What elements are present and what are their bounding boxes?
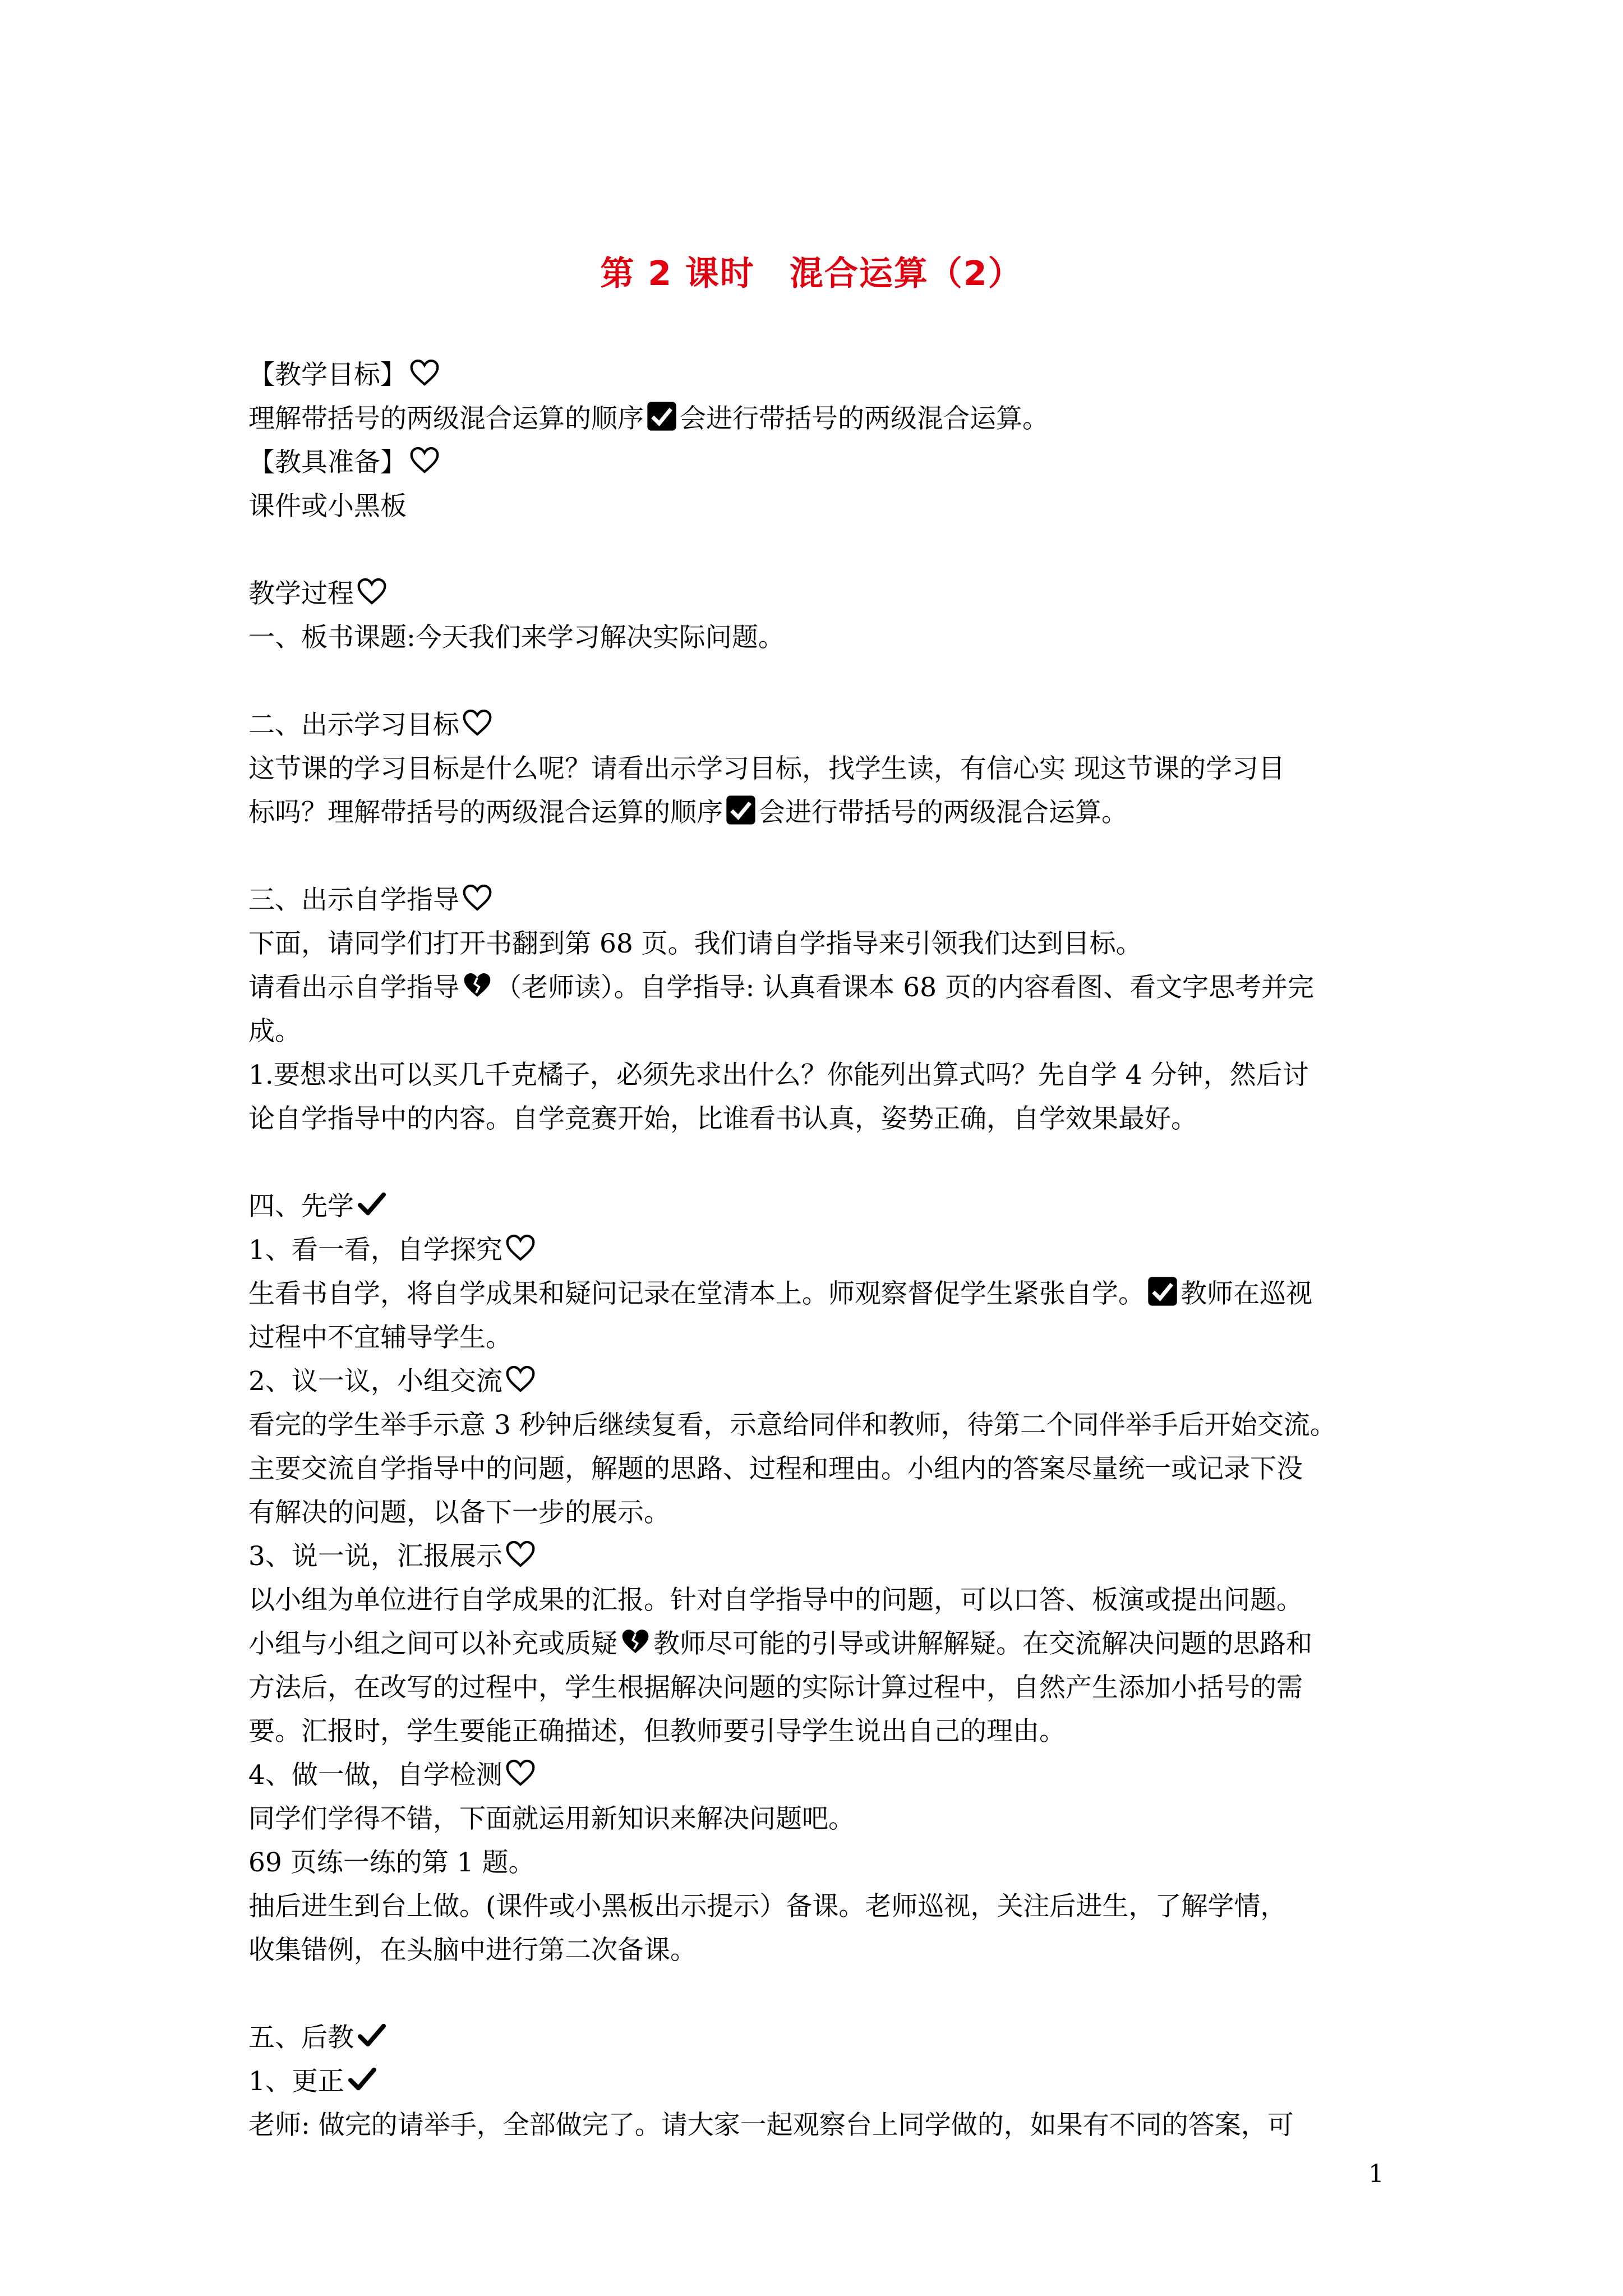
paragraph-line: 论自学指导中的内容。自学竞赛开始，比谁看书认真，姿势正确，自学效果最好。 (248, 1103, 1197, 1134)
paragraph-line: 老师: 做完的请举手，全部做完了。请大家一起观察台上同学做的，如果有不同的答案，可 (248, 2110, 1294, 2141)
text-segment: 理解带括号的两级混合运算的顺序 (248, 403, 644, 434)
materials-label: 【教具准备】 (248, 447, 407, 478)
checkbox-check-icon (646, 401, 677, 432)
text-segment: 标吗？理解带括号的两级混合运算的顺序 (248, 797, 723, 828)
section-heading-objectives (248, 353, 1404, 397)
checkbox-check-icon (1147, 1276, 1178, 1307)
heart-outline-icon (505, 1363, 536, 1395)
broken-heart-icon (620, 1626, 651, 1657)
text-segment: 1、看一看，自学探究 (248, 1235, 502, 1266)
paragraph-line: 过程中不宜辅导学生。 (248, 1322, 512, 1353)
subheading (248, 1535, 1404, 1579)
paragraph-line: 下面，请同学们打开书翻到第 68 页。我们请自学指导来引领我们达到目标。 (248, 928, 1142, 959)
goals-label: 二、出示学习目标 (248, 710, 459, 740)
step-one-text: 一、板书课题:今天我们来学习解决实际问题。 (248, 622, 785, 653)
broken-heart-icon (462, 969, 493, 1001)
paragraph-line: 主要交流自学指导中的问题，解题的思路、过程和理由。小组内的答案尽量统一或记录下没 (248, 1453, 1303, 1484)
heart-outline-icon (409, 357, 440, 388)
paragraph-line (248, 1272, 1404, 1316)
guidance-label: 三、出示自学指导 (248, 885, 459, 915)
subheading (248, 2060, 1404, 2104)
heart-outline-icon (462, 882, 493, 913)
lesson-title: 第 2 课时 混合运算（2） (600, 254, 1023, 293)
heart-outline-icon (505, 1757, 536, 1788)
paragraph-line: 这节课的学习目标是什么呢？请看出示学习目标，找学生读，有信心实 现这节课的学习目 (248, 753, 1285, 784)
section-heading-process (248, 572, 1404, 616)
check-mark-icon (347, 2063, 378, 2095)
paragraph-line: 收集错例，在头脑中进行第二次备课。 (248, 1935, 697, 1966)
section-heading-materials (248, 441, 1404, 485)
text-segment: 教师在巡视 (1181, 1278, 1312, 1309)
postteach-label: 五、后教 (248, 2022, 354, 2053)
text-segment: 小组与小组之间可以补充或质疑 (248, 1628, 617, 1659)
paragraph-line: 1.要想求出可以买几千克橘子，必须先求出什么？你能列出算式吗？先自学 4 分钟，然后讨 (248, 1060, 1309, 1091)
heart-outline-icon (409, 444, 440, 476)
paragraph-line: 看完的学生举手示意 3 秒钟后继续复看，示意给同伴和教师，待第二个同伴举手后开始交流。 (248, 1410, 1336, 1441)
heart-outline-icon (462, 707, 493, 738)
section-heading-guidance (248, 878, 1404, 922)
checkbox-check-icon (725, 794, 757, 826)
objectives-label: 【教学目标】 (248, 360, 407, 390)
heart-outline-icon (505, 1232, 536, 1263)
paragraph-line (248, 966, 1404, 1010)
check-mark-icon (356, 2019, 388, 2051)
paragraph-line: 要。汇报时，学生要能正确描述，但教师要引导学生说出自己的理由。 (248, 1716, 1066, 1747)
process-label: 教学过程 (248, 578, 354, 609)
subheading (248, 1754, 1404, 1797)
paragraph-line: 抽后进生到台上做。(课件或小黑板出示提示）备课。老师巡视，关注后进生，了解学情， (248, 1891, 1287, 1922)
text-segment: 生看书自学，将自学成果和疑问记录在堂清本上。师观察督促学生紧张自学。 (248, 1278, 1145, 1309)
subheading (248, 1360, 1404, 1404)
page-number: 1 (1368, 2160, 1384, 2188)
section-heading-goals (248, 703, 1404, 747)
objectives-text (248, 397, 1404, 441)
text-segment: 教师尽可能的引导或讲解解疑。在交流解决问题的思路和 (653, 1628, 1312, 1659)
heart-outline-icon (505, 1538, 536, 1570)
paragraph-line: 69 页练一练的第 1 题。 (248, 1847, 535, 1878)
text-segment: 会进行带括号的两级混合运算。 (680, 403, 1049, 434)
materials-text: 课件或小黑板 (248, 491, 407, 522)
check-mark-icon (356, 1188, 388, 1220)
text-segment: （老师读）。自学指导: 认真看课本 68 页的内容看图、看文字思考并完 (495, 972, 1314, 1003)
paragraph-line (248, 791, 1404, 835)
paragraph-line (248, 1622, 1404, 1666)
paragraph-line: 以小组为单位进行自学成果的汇报。针对自学指导中的问题，可以口答、板演或提出问题。 (248, 1585, 1303, 1616)
text-segment: 4、做一做，自学检测 (248, 1760, 502, 1791)
paragraph-line: 有解决的问题，以备下一步的展示。 (248, 1497, 670, 1528)
text-segment: 3、说一说，汇报展示 (248, 1541, 502, 1572)
heart-outline-icon (356, 576, 388, 607)
prelearn-label: 四、先学 (248, 1191, 354, 1222)
paragraph-line: 同学们学得不错，下面就运用新知识来解决问题吧。 (248, 1803, 855, 1834)
text-segment: 2、议一议，小组交流 (248, 1366, 502, 1397)
lesson-body (248, 353, 1404, 2147)
text-segment: 会进行带括号的两级混合运算。 (759, 797, 1128, 828)
paragraph-line: 成。 (248, 1016, 301, 1047)
paragraph-line: 方法后，在改写的过程中，学生根据解决问题的实际计算过程中，自然产生添加小括号的需 (248, 1672, 1303, 1703)
section-heading-postteach (248, 2016, 1404, 2060)
text-segment: 请看出示自学指导 (248, 972, 459, 1003)
subheading (248, 1228, 1404, 1272)
text-segment: 1、更正 (248, 2066, 344, 2097)
section-heading-prelearn (248, 1185, 1404, 1228)
